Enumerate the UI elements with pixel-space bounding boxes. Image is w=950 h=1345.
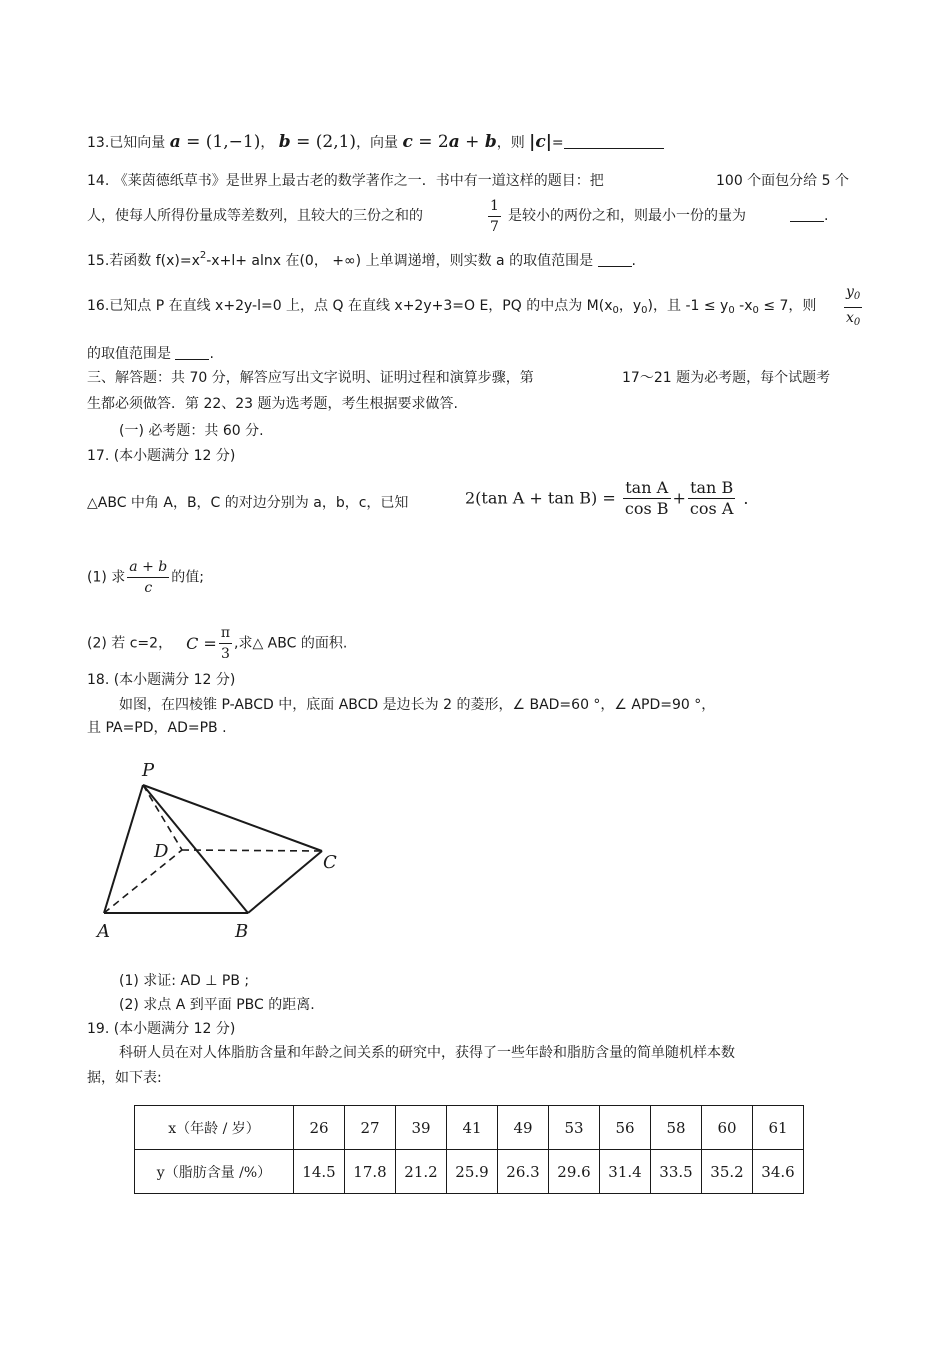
q13-tail: = (551, 135, 564, 151)
q16-sub: 0 (728, 305, 735, 316)
q13-ca: a (448, 132, 460, 152)
q13-prefix: 13.已知向量 (87, 135, 166, 151)
table-cell: 27 (345, 1106, 396, 1150)
q17-stmt-a: △ABC 中角 A，B，C 的对边分别为 a，b，c，已知 (87, 495, 409, 511)
section3-line1-a: 三、解答题：共 70 分，解答应写出文字说明、证明过程和演算步骤，第 (87, 370, 534, 386)
section3-line1b (622, 368, 830, 388)
q13-plus: + (459, 132, 485, 152)
q16-e: ≤ 7，则 (758, 298, 817, 314)
q14-frac-num: 1 (488, 196, 501, 217)
age-fat-table (134, 1105, 804, 1194)
q13-vector-b: b = (2,1) (278, 132, 357, 152)
q18-line2-text: 且 PA=PD，AD=PB . (87, 720, 227, 736)
table-row-x (135, 1106, 804, 1150)
q17-p1-frac (127, 557, 169, 598)
q15-b: -x+l+ alnx 在(0， +∞) 上单调递增，则实数 a 的取值范围是 (206, 253, 594, 269)
q17-f2-den: cos A (689, 499, 734, 518)
q14-frac-den: 7 (490, 219, 499, 235)
q16-fraction (842, 282, 864, 333)
table-cell: 26.3 (498, 1150, 549, 1194)
q17-f1-num: tan A (623, 478, 671, 499)
q16-sub: 0 (612, 305, 619, 316)
q13-cb: b (484, 132, 497, 152)
answer-blank (564, 134, 664, 149)
section3-line2-text: 生都必须做答．第 22、23 题为选考题，考生根据要求做答. (87, 396, 458, 412)
q19-head-text: 19. (本小题满分 12 分) (87, 1021, 236, 1037)
table-cell: 49 (498, 1106, 549, 1150)
q16-num-sub: 0 (853, 291, 861, 302)
q15-a: 15.若函数 f(x)=x (87, 253, 200, 269)
q17-equation (465, 478, 748, 519)
edge-BC (248, 851, 322, 913)
table-header-y: y（脂肪含量 /%） (135, 1150, 294, 1194)
question-14-line2b (508, 206, 746, 226)
q13-b-name: b (278, 132, 291, 152)
q14-line1-b: 100 个面包分给 5 个 (716, 173, 849, 189)
section3-line1-b: 17～21 题为必考题，每个试题考 (622, 370, 831, 386)
q18-line2 (87, 718, 227, 738)
q18-head (87, 670, 235, 690)
q14-line2-b: 是较小的两份之和，则最小一份的量为 (508, 208, 746, 224)
q16-a: 16.已知点 P 在直线 x+2y-l=0 上，点 Q 在直线 x+2y+3=O E，PQ 的中点为 M(x (87, 298, 613, 314)
question-15 (87, 246, 636, 271)
q16-sub: 0 (752, 305, 759, 316)
q15-sup: 2 (199, 250, 207, 261)
q16-den-sub: 0 (853, 317, 861, 328)
q16-line2: 的取值范围是 (87, 346, 171, 362)
label-A: A (97, 921, 110, 942)
q17-statement (87, 493, 408, 513)
question-14-line1 (87, 171, 604, 191)
table-header-x: x（年龄 / 岁） (135, 1106, 294, 1150)
q16-sub: 0 (641, 305, 648, 316)
q17-p2-b: ,求△ ABC 的面积. (234, 635, 348, 652)
q19-line1 (119, 1043, 735, 1063)
q16-d: -x (734, 298, 753, 314)
q17-frac1 (623, 478, 671, 519)
section3-line1 (87, 368, 534, 388)
q16-c: )，且 -1 ≤ y (647, 298, 729, 314)
section3-subtitle (119, 421, 264, 441)
q19-head (87, 1019, 235, 1039)
table-cell: 56 (600, 1106, 651, 1150)
q17-p2-frac (219, 623, 232, 664)
q17-f1-den: cos B (624, 499, 669, 518)
q18-p1-text: (1) 求证: AD ⊥ PB ; (119, 973, 250, 989)
q18-line1 (119, 695, 715, 715)
q17-plus: + (672, 488, 686, 508)
table-cell: 39 (396, 1106, 447, 1150)
question-16 (87, 296, 816, 321)
table-cell: 14.5 (294, 1150, 345, 1194)
q17-f2-num: tan B (688, 478, 735, 499)
q14-blank (790, 206, 828, 226)
q13-vector-a: a = (1,−1) (169, 132, 261, 152)
q17-part1 (87, 557, 204, 598)
q17-p1-b: 的值; (171, 569, 204, 586)
q17-p2-den: 3 (220, 646, 230, 662)
q16-end: . (209, 346, 214, 362)
q16-frac-num (844, 282, 862, 308)
q13-vector-c (403, 132, 497, 152)
pyramid-figure (90, 755, 350, 945)
answer-blank (790, 207, 824, 222)
q13-a-name: a (169, 132, 181, 152)
table-cell: 60 (702, 1106, 753, 1150)
q17-p1-num: a + b (127, 557, 169, 578)
q17-p1-den: c (144, 580, 153, 596)
q17-p2-a: (2) 若 c=2， (87, 635, 173, 652)
table-cell: 34.6 (753, 1150, 804, 1194)
table-cell: 29.6 (549, 1150, 600, 1194)
table-cell: 33.5 (651, 1150, 702, 1194)
q16-frac (844, 282, 862, 333)
q19-line2 (87, 1068, 162, 1088)
table-cell: 61 (753, 1106, 804, 1150)
q17-eq-left: 2(tan A + tan B) = (465, 488, 616, 508)
answer-blank (598, 252, 632, 267)
edge-AD (104, 850, 182, 913)
q14-line1-a: 14. 《莱茵德纸草书》是世界上最古老的数学著作之一．书中有一道这样的题目：把 (87, 173, 604, 189)
q14-line2-a: 人，使每人所得份量成等差数列，且较大的三份之和的 (87, 208, 423, 224)
q18-line1-text: 如图，在四棱锥 P-ABCD 中，底面 ABCD 是边长为 2 的菱形，∠ BAD=60 °，∠ APD=90 °， (119, 697, 716, 713)
q18-part1 (119, 971, 249, 991)
q17-p2-c: C = (186, 633, 217, 653)
label-C: C (323, 852, 337, 873)
answer-blank (175, 345, 209, 360)
q19-line2-text: 据，如下表: (87, 1070, 162, 1086)
q13-abs-c: |c| (529, 132, 552, 152)
label-B: B (235, 921, 249, 942)
edge-PA (104, 785, 143, 913)
question-16-line2 (87, 344, 214, 364)
section3-subtitle-text: (一) 必考题：共 60 分. (119, 423, 264, 439)
question-14-line2 (87, 206, 423, 226)
q17-frac2 (688, 478, 735, 519)
q18-part2 (119, 995, 315, 1015)
q17-head-text: 17. (本小题满分 12 分) (87, 448, 236, 464)
q17-head (87, 446, 235, 466)
table-cell: 17.8 (345, 1150, 396, 1194)
q17-part2 (87, 623, 347, 664)
q18-head-text: 18. (本小题满分 12 分) (87, 672, 236, 688)
question-14-line1b (716, 171, 849, 191)
q14-frac (488, 196, 501, 237)
q13-b-value: (2,1) (315, 132, 357, 152)
q16-den-x: x (846, 310, 854, 326)
table-cell: 26 (294, 1106, 345, 1150)
q14-end: . (824, 208, 829, 224)
question-13: 13.已知向量 a = (1,−1)， b = (2,1)，向量 c = 2a + b，则 |c|= (87, 132, 664, 153)
q16-b: ，y (618, 298, 642, 314)
table-cell: 58 (651, 1106, 702, 1150)
label-D: D (154, 841, 169, 862)
q16-frac-den (844, 308, 862, 333)
table-cell: 53 (549, 1106, 600, 1150)
q18-p2-text: (2) 求点 A 到平面 PBC 的距离. (119, 997, 315, 1013)
q17-eq-end: . (743, 488, 749, 508)
section3-line2 (87, 394, 458, 414)
table-row-y (135, 1150, 804, 1194)
q13-a-value: (1,−1) (205, 132, 261, 152)
label-P: P (142, 760, 155, 781)
q19-line1-text: 科研人员在对人体脂肪含量和年龄之间关系的研究中，获得了一些年龄和脂肪含量的简单随机样本数 (119, 1045, 735, 1061)
q15-end: . (631, 253, 636, 269)
q13-then: ，则 (496, 135, 525, 151)
q17-p1-a: (1) 求 (87, 569, 126, 586)
q14-fraction (486, 196, 503, 237)
q17-p2-num: π (219, 623, 232, 644)
table-cell: 35.2 (702, 1150, 753, 1194)
q13-mid: ，向量 (356, 135, 399, 151)
q13-eq: = 2 (412, 132, 449, 152)
table-cell: 25.9 (447, 1150, 498, 1194)
table-cell: 21.2 (396, 1150, 447, 1194)
table-cell: 31.4 (600, 1150, 651, 1194)
edge-DC (182, 850, 322, 851)
q16-num-y: y (846, 284, 854, 300)
table-cell: 41 (447, 1106, 498, 1150)
q13-c: c (402, 132, 413, 152)
